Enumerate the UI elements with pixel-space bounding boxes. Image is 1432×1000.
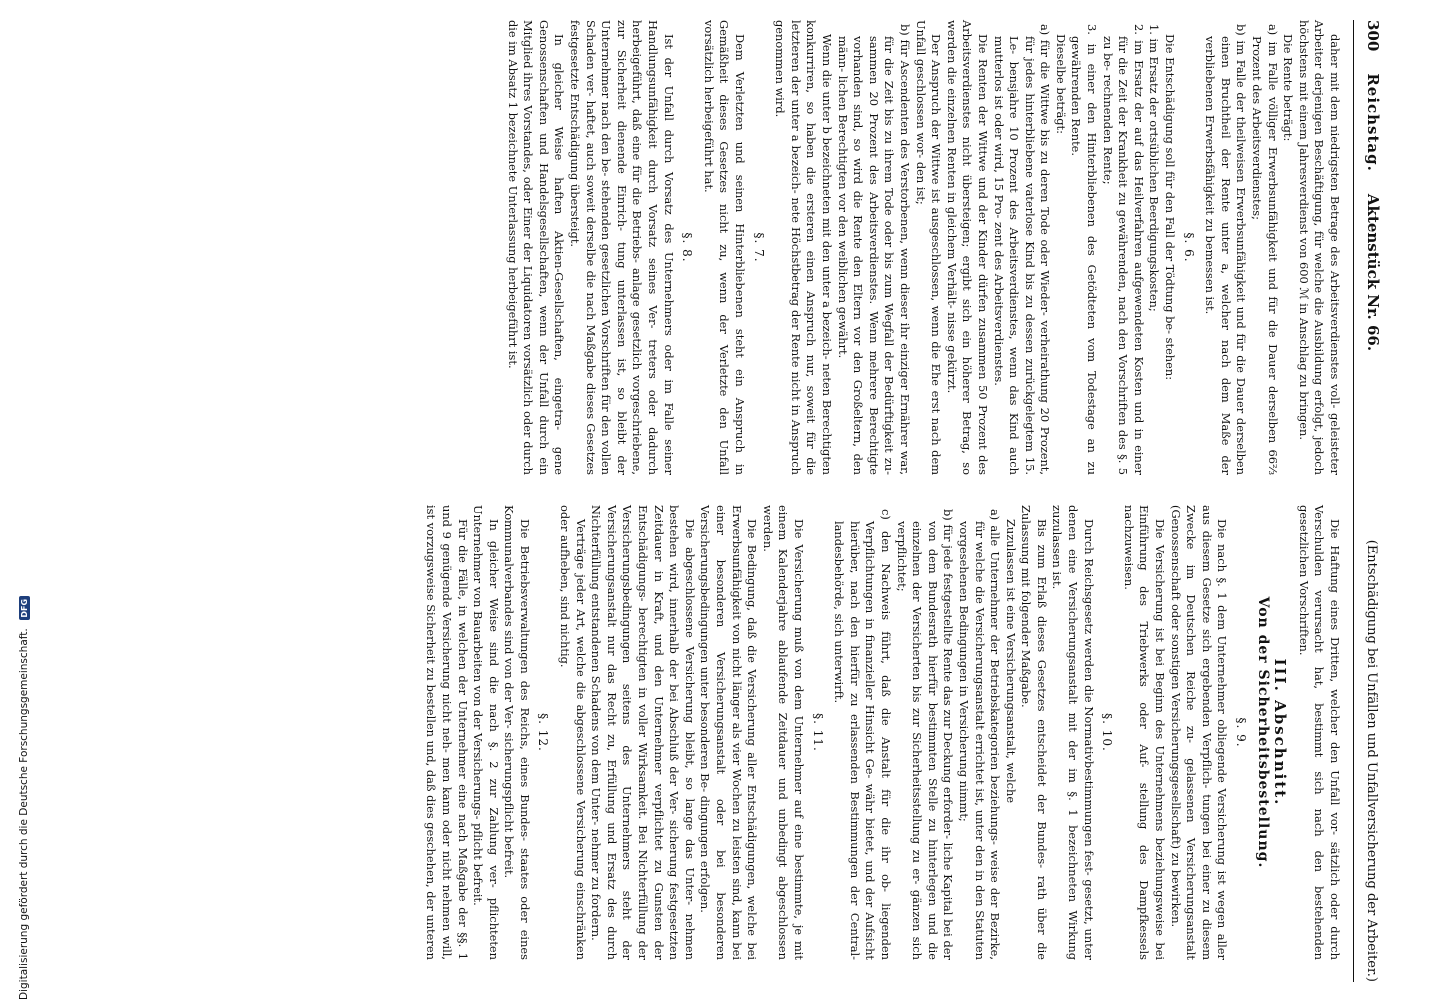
- paragraph: Die Haftung eines Dritten, welcher den Unfall vor- sätzlich oder durch Verschulden verursacht hat, bestimmt sich nach den bestehenden gesetzlichen Vorschriften.: [1296, 505, 1342, 960]
- dfg-logo: DFG: [19, 596, 30, 620]
- paragraph: Dem Verletzten und seinen Hinterbliebenen steht ein Anspruch in Gemäßheit dieses Gesetzes nicht zu, wenn der Verletzte den Unfall vorsätzlich herbeigeführt hat.: [701, 20, 748, 475]
- paragraph: Die Betriebsverwaltungen des Reichs, eines Bundes- staates oder eines Kommunalverbandes sind von der Ver- sicherungspflicht befreit.: [502, 505, 532, 960]
- running-title: (Entschädigung bei Unfällen und Unfallversicherung der Arbeiter.): [1364, 539, 1379, 982]
- section-heading: §. 7.: [751, 232, 766, 263]
- section-heading: §. 10.: [1100, 713, 1115, 752]
- page-header: [1353, 20, 1382, 982]
- paragraph: Ist der Unfall durch Vorsatz des Unternehmers oder im Falle seiner Handlungsunfähigkeit durch Vorsatz seines Ver- treters oder dadurch herbeigeführt, daß eine für die Betriebs- anlage gesetzlich vorgeschriebene, zur Sicherheit dienende Einrich- tung unterlassen ist, so bleibt der Unternehmer nach den be- stehenden gesetzlichen Vorschriften für den vollen Schaden ver- haftet, auch soweit derselbe die nach Maßgabe dieses Gesetzes festgesetzte Entschädigung übersteigt.: [568, 20, 676, 475]
- paragraph: Die abgeschlossene Versicherung bleibt, so lange das Unter- nehmen bestehen wird, innerhalb der bei Abschluß der Ver- sicherung festgesetzten Zeitdauer in Kraft, und den Unternehmer verpflichtet zu Gunsten der Entschädigungs- berechtigten in voller Wirksamkeit. Bei Nichterfüllung der Versicherungsbedingungen seitens des Unternehmers steht der Versicherungsanstalt nur das Recht zu, Erfüllung und Ersatz des durch Nichterfüllung entstandenen Schadens von dem Unter- nehmer zu fordern.: [589, 505, 697, 960]
- paragraph: Durch Reichsgesetz werden die Normativbestimmungen fest- gesetzt, unter denen eine Versicherungsanstalt mit der im §. 1 bezeichneten Wirkung zuzulassen ist.: [1050, 505, 1096, 960]
- chapter-title: Von der Sicherheitsbestellung.: [1254, 596, 1271, 869]
- paragraph: Zuzulassen ist eine Versicherungsanstalt, welche: [1003, 519, 1018, 804]
- paragraph: Die Versicherung muß von dem Unternehmer auf eine bestimmte, je mit einem Kalenderjahre ablaufende Zeitdauer und unbedingt abgeschlossen werden.: [760, 505, 806, 960]
- paragraph: In gleicher Weise sind die nach §. 2 zur Zahlung ver- pflichteten Unternehmer von Bauarbeiten von der Versicherungs- pflicht befreit.: [471, 505, 501, 960]
- paragraph: In gleicher Weise haften Aktien-Gesellschaften, eingetra- gene Genossenschaften und Handelsgesellschaften, wenn der Unfall durch ein Mitglied ihres Vorstandes, oder Einer der Liquidatoren vorsätzlich oder durch die im Absatz 1 bezeichnete Unterlassung herbeigeführt ist.: [505, 20, 567, 475]
- digitization-footer: [14, 0, 34, 1000]
- section-heading: §. 9.: [1234, 717, 1249, 748]
- paragraph: Die Entschädigung soll für den Fall der Tödtung be- stehen:: [1163, 34, 1178, 381]
- page-number: 300: [1364, 20, 1382, 52]
- paragraph: Für die Fälle, in welchen der Unternehmer eine nach Maßgabe der §§. 1 und 9 genügende Versicherung nicht neh- men kann oder nicht nehmen will, ist vorzugsweise Sicherheit zu bestellen und, daß dies geschehen, der unteren: [424, 505, 470, 960]
- list-item: b) im Falle der theilweisen Erwerbsunfähigkeit und für die Dauer derselben einen Bruchtheil der Rente unter a, welcher nach dem Maße der verbliebenen Erwerbsfähigkeit zu bemessen ist.: [1203, 24, 1249, 475]
- footer-text: Digitalisierung gefördert durch die Deutsche Forschungsgemeinschaft.: [18, 628, 30, 1000]
- list-item: a) alle Unternehmer der Betriebskategorien beziehungs- weise der Bezirke, für welche die Versicherungsanstalt errichtet ist, unter den in den Statuten vorgesehenen Bedingungen in Versicherung nimmt;: [956, 509, 1003, 960]
- section-heading: §. 8.: [680, 232, 695, 263]
- paragraph: daher mit dem niedrigsten Betrage des Arbeitsverdienstes voll- geleisteter Arbeiter derjenigen Beschäftigung, für welche die Ausbildung erfolgt, jedoch höchstens mit einem Jahresverdienst von 600 ℳ in Anschlag zu bringen.: [1296, 20, 1342, 475]
- paragraph: Die Bedingung, daß die Versicherung aller Entschädigungen, welche bei Erwerbsunfähigkeit von nicht länger als vier Wochen zu leisten sind, kann bei einer besonderen Versicherungsanstalt oder bei besonderen Versicherungsbedingungen unter besonderen Be- dingungen erfolgen.: [698, 505, 760, 960]
- chapter-heading: III. Abschnitt.: [1271, 658, 1290, 807]
- paragraph: Dieselbe beträgt:: [1053, 34, 1068, 134]
- periodical-title: Reichstag.: [1364, 73, 1382, 172]
- list-item: b) für jede festgestellte Rente das zur Deckung erforder- liche Kapital bei der von dem Bundesrath hierfür bestimmten Stelle zu hinterlegen und die einzelnen der Versicherten bis zur Sicherheitsstellung zu er- gänzen sich verpflichtet;: [894, 509, 956, 960]
- list-item: b) für Ascendenten des Verstorbenen, wenn dieser ihr einziger Ernährer war, für die Zeit bis zu ihrem Tode oder bis zum Wegfall der Bedürftigkeit zu- sammen 20 Prozent des Arbeitsverdienstes. Wenn mehrere Berechtigte vorhanden sind, so wird die Rente den Eltern vor den Großeltern, den männ- lichen Berechtigten vor den weiblichen gewährt.: [835, 24, 912, 475]
- paragraph: Die nach §. 1 dem Unternehmer obliegende Versicherung ist wegen aller aus diesem Gesetze sich ergebenden Verpflich- tungen bei einer zu diesem Zwecke im Deutschen Reiche zu- gelassenen Versicherungsanstalt (Genossenschaft oder sonstigen Versicherungsgesellschaft) zu bewirken.: [1168, 505, 1230, 960]
- list-item: 1. im Ersatz der ortsüblichen Beerdigungskosten;: [1147, 24, 1162, 312]
- paragraph: Verträge jeder Art, welche die abgeschlossene Versicherung einschränken oder aufheben, sind nichtig.: [558, 505, 588, 960]
- section-heading: §. 6.: [1181, 232, 1196, 263]
- list-item: 3. in einer den Hinterbliebenen des Getödteten vom Todestage an zu gewährenden Rente.: [1069, 24, 1100, 475]
- list-item: 2. im Ersatz der auf das Heilverfahren aufgewendeten Kosten und in einer für die Zeit der Krankheit zu gewährenden, nach den Vorschriften des §. 5 zu be- rechnenden Rente;: [1100, 24, 1146, 475]
- section-heading: §. 11.: [810, 713, 825, 752]
- section-heading: §. 12.: [536, 713, 551, 752]
- paragraph: Bis zum Erlaß dieses Gesetzes entscheidet der Bundes- rath über die Zulassung mit folgender Maßgabe.: [1019, 505, 1049, 960]
- paragraph: Die Rente beträgt:: [1281, 34, 1296, 142]
- text-column-left: [504, 20, 1342, 475]
- text-column-right: [423, 505, 1342, 960]
- paragraph: Die Renten der Wittwe und der Kinder dürfen zusammen 50 Prozent des Arbeitsverdienstes nicht übersteigen; ergibt sich ein höherer Betrag, so werden die einzelnen Renten in gleichem Verhält- nisse gekürzt.: [944, 20, 990, 475]
- paragraph: Der Anspruch der Wittwe ist ausgeschlossen, wenn die Ehe erst nach dem Unfall geschlossen wor- den ist;: [913, 20, 944, 475]
- document-number: Aktenstück Nr. 66.: [1364, 193, 1382, 352]
- paragraph: Die Versicherung ist bei Beginn des Unternehmens beziehungsweise bei Einführung des Triebwerks oder Auf- stellung des Dampfkessels nachzuweisen.: [1121, 505, 1168, 960]
- list-item: c) den Nachweis führt, daß die Anstalt für die ihr ob- liegenden Verpflichtungen in finanzieller Hinsicht Ge- währ bietet, und der Aufsicht hierüber, nach den hierfür zu erlassenden Bestimmungen der Central- landesbehörde, sich unterwirft.: [832, 509, 893, 960]
- list-item: a) für die Wittwe bis zu deren Tode oder Wieder- verheirathung 20 Prozent, für jedes hinterbliebene vaterlose Kind bis zu dessen zurückgelegtem 15. Le- bensjahre 10 Prozent des Arbeitsverdienstes, wenn das Kind auch mutterlos ist oder wird, 15 Pro- zent des Arbeitsverdienstes.: [991, 24, 1053, 475]
- paragraph: Wenn die unter b bezeichneten mit den unter a bezeich- neten Berechtigten konkurriren, so haben die ersteren einen Anspruch nur, soweit für die letzteren der unter a bezeich- nete Höchstbetrag der Rente nicht in Anspruch genommen wird.: [773, 20, 834, 475]
- list-item: a) im Falle völliger Erwerbsunfähigkeit und für die Dauer derselben 66⅔ Prozent des Arbeitsverdienstes;: [1250, 24, 1280, 475]
